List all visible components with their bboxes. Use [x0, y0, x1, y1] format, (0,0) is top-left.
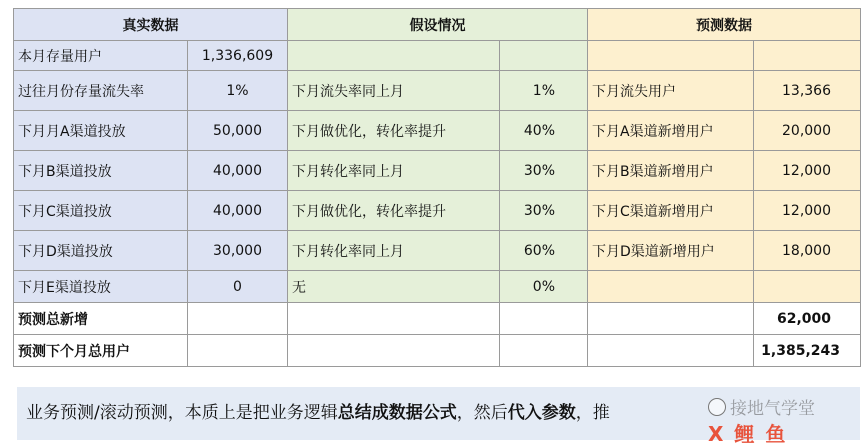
forecast-value: 12,000: [754, 151, 861, 191]
forecast-label: [588, 271, 754, 303]
empty-cell: [588, 335, 754, 367]
forecast-value: [754, 41, 861, 71]
table-row: [14, 271, 861, 303]
row-value: 1,336,609: [188, 41, 288, 71]
header-forecast: 预测数据: [588, 9, 861, 41]
total-row: [14, 335, 861, 367]
row-label: 过往月份存量流失率: [14, 71, 188, 111]
assume-value: 30%: [500, 191, 588, 231]
table-row: [14, 151, 861, 191]
row-label: 本月存量用户: [14, 41, 188, 71]
assume-value: 0%: [500, 271, 588, 303]
forecast-value: 20,000: [754, 111, 861, 151]
forecast-label: 下月流失用户: [588, 71, 754, 111]
watermark-text: 接地气学堂: [730, 399, 815, 419]
empty-cell: [188, 303, 288, 335]
row-label: 下月C渠道投放: [14, 191, 188, 231]
row-label: 下月E渠道投放: [14, 271, 188, 303]
total-label: 预测总新增: [14, 303, 188, 335]
forecast-label: [588, 41, 754, 71]
row-label: 下月月A渠道投放: [14, 111, 188, 151]
empty-cell: [288, 335, 500, 367]
row-value: 30,000: [188, 231, 288, 271]
assume-label: [288, 41, 500, 71]
caption-text-3: ，推: [575, 403, 610, 423]
total-value: 1,385,243: [754, 335, 861, 367]
row-label: 下月D渠道投放: [14, 231, 188, 271]
assume-value: [500, 41, 588, 71]
wechat-icon: [708, 398, 726, 416]
forecast-value: [754, 271, 861, 303]
row-value: 50,000: [188, 111, 288, 151]
total-value: 62,000: [754, 303, 861, 335]
assume-value: 60%: [500, 231, 588, 271]
header-assume: 假设情况: [288, 9, 588, 41]
caption-text-2: ，然后: [456, 403, 508, 423]
caption-bold-1: 总结成数据公式: [337, 403, 457, 423]
row-label: 下月B渠道投放: [14, 151, 188, 191]
assume-label: 下月转化率同上月: [288, 231, 500, 271]
table-row: [14, 111, 861, 151]
forecast-label: 下月D渠道新增用户: [588, 231, 754, 271]
assume-value: 40%: [500, 111, 588, 151]
header-real: 真实数据: [14, 9, 288, 41]
row-value: 40,000: [188, 191, 288, 231]
table-row: [14, 191, 861, 231]
watermark-logo: X 鲤 鱼: [708, 422, 788, 446]
forecast-table: [13, 8, 861, 367]
assume-value: 1%: [500, 71, 588, 111]
forecast-label: 下月B渠道新增用户: [588, 151, 754, 191]
forecast-value: 12,000: [754, 191, 861, 231]
table-row: [14, 231, 861, 271]
row-value: 1%: [188, 71, 288, 111]
assume-label: 无: [288, 271, 500, 303]
caption-bold-2: 代入参数: [507, 403, 576, 423]
forecast-label: 下月C渠道新增用户: [588, 191, 754, 231]
assume-label: 下月做优化，转化率提升: [288, 111, 500, 151]
assume-label: 下月转化率同上月: [288, 151, 500, 191]
total-label: 预测下个月总用户: [14, 335, 188, 367]
row-value: 0: [188, 271, 288, 303]
watermark: [708, 392, 848, 446]
empty-cell: [500, 303, 588, 335]
empty-cell: [588, 303, 754, 335]
row-value: 40,000: [188, 151, 288, 191]
forecast-label: 下月A渠道新增用户: [588, 111, 754, 151]
forecast-value: 18,000: [754, 231, 861, 271]
table-row: [14, 41, 861, 71]
empty-cell: [500, 335, 588, 367]
assume-label: 下月做优化，转化率提升: [288, 191, 500, 231]
assume-label: 下月流失率同上月: [288, 71, 500, 111]
empty-cell: [288, 303, 500, 335]
total-row: [14, 303, 861, 335]
table-row: [14, 71, 861, 111]
assume-value: 30%: [500, 151, 588, 191]
caption-text-1: 业务预测/滚动预测，本质上是把业务逻辑: [26, 403, 338, 423]
forecast-value: 13,366: [754, 71, 861, 111]
empty-cell: [188, 335, 288, 367]
